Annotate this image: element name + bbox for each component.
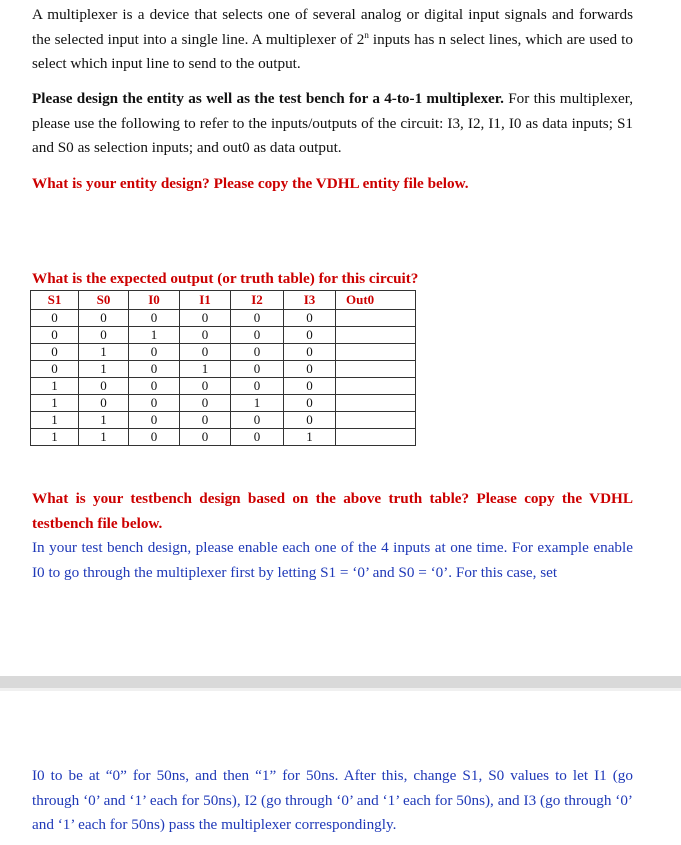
table-cell: 0: [79, 395, 129, 412]
table-cell: 1: [284, 429, 336, 446]
truth-table: [30, 290, 416, 446]
table-cell: 0: [231, 361, 284, 378]
intro-superscript: n: [364, 29, 369, 40]
table-row: [31, 395, 416, 412]
page-divider: [0, 676, 681, 688]
table-row: [31, 429, 416, 446]
table-row: [31, 310, 416, 327]
table-cell: 0: [231, 429, 284, 446]
header-i3: I3: [284, 291, 336, 310]
testbench-instructions-part2: I0 to be at “0” for 50ns, and then “1” for 50ns. After this, change S1, S0 values to let I1 (go through ‘0’ and ‘1’ each for 50ns), I2 (go through ‘0’ and ‘1’ each for 50ns), and I3 (go through ‘0’ and ‘1’ each for 50ns) pass the multiplexer correspondingly.: [32, 767, 633, 833]
table-row: [31, 361, 416, 378]
header-s0: S0: [79, 291, 129, 310]
table-cell: 0: [180, 429, 231, 446]
header-i0: I0: [129, 291, 180, 310]
testbench-question: What is your testbench design based on the above truth table? Please copy the VDHL testbench file below.: [32, 490, 633, 532]
table-cell: 0: [231, 310, 284, 327]
truth-table-question: What is the expected output (or truth table) for this circuit?: [32, 270, 419, 287]
table-cell: 0: [180, 412, 231, 429]
intro-paragraph: [32, 3, 633, 77]
table-cell: 0: [231, 378, 284, 395]
output-cell[interactable]: [336, 361, 416, 378]
table-cell: 0: [129, 361, 180, 378]
table-cell: 0: [31, 361, 79, 378]
output-cell[interactable]: [336, 327, 416, 344]
table-cell: 0: [31, 310, 79, 327]
table-cell: 0: [284, 361, 336, 378]
table-cell: 1: [31, 378, 79, 395]
table-cell: 0: [129, 344, 180, 361]
table-cell: 1: [79, 412, 129, 429]
task-rest-text: For this multiplexer, please use the following to refer to the inputs/outputs of the circuit: I3, I2, I1, I0 as data inputs; S1 and S0 as selection inputs; and out0 as data output.: [32, 90, 633, 156]
table-cell: 0: [180, 378, 231, 395]
table-cell: 0: [231, 327, 284, 344]
entity-question: What is your entity design? Please copy the VDHL entity file below.: [32, 175, 469, 192]
table-cell: 0: [31, 327, 79, 344]
table-cell: 0: [129, 378, 180, 395]
header-i2: I2: [231, 291, 284, 310]
table-row: [31, 327, 416, 344]
table-cell: 0: [79, 310, 129, 327]
table-cell: 0: [31, 344, 79, 361]
table-cell: 0: [284, 378, 336, 395]
output-cell[interactable]: [336, 412, 416, 429]
table-row: [31, 378, 416, 395]
output-cell[interactable]: [336, 378, 416, 395]
testbench-instructions-part1: In your test bench design, please enable each one of the 4 inputs at one time. For example enable I0 to go through the multiplexer first by letting S1 = ‘0’ and S0 = ‘0’. For this case, set: [32, 539, 633, 581]
table-cell: 0: [129, 429, 180, 446]
table-cell: 1: [31, 412, 79, 429]
header-out0: Out0: [336, 291, 416, 310]
table-cell: 0: [129, 395, 180, 412]
header-i1: I1: [180, 291, 231, 310]
intro-text-b: inputs has n select lines, which are used to select which input line to send to the output.: [32, 30, 633, 72]
table-cell: 0: [284, 327, 336, 344]
table-cell: 0: [129, 412, 180, 429]
table-cell: 0: [180, 344, 231, 361]
table-cell: 0: [284, 395, 336, 412]
table-cell: 1: [31, 395, 79, 412]
table-cell: 1: [79, 361, 129, 378]
table-row: [31, 344, 416, 361]
task-paragraph: [32, 87, 633, 161]
table-cell: 0: [79, 378, 129, 395]
output-cell[interactable]: [336, 344, 416, 361]
output-cell[interactable]: [336, 429, 416, 446]
table-cell: 0: [180, 395, 231, 412]
page-divider-shadow: [0, 688, 681, 691]
table-cell: 1: [231, 395, 284, 412]
table-cell: 0: [180, 310, 231, 327]
output-cell[interactable]: [336, 395, 416, 412]
table-cell: 0: [79, 327, 129, 344]
table-cell: 0: [129, 310, 180, 327]
table-cell: 1: [79, 344, 129, 361]
header-s1: S1: [31, 291, 79, 310]
table-cell: 0: [284, 344, 336, 361]
output-cell[interactable]: [336, 310, 416, 327]
table-cell: 1: [31, 429, 79, 446]
task-bold-text: Please design the entity as well as the test bench for a 4-to-1 multiplexer.: [32, 90, 504, 107]
table-cell: 0: [180, 327, 231, 344]
intro-text-a: A multiplexer is a device that selects one of several analog or digital input signals and forwards the selected input into a single line. A multiplexer of 2: [32, 6, 633, 48]
truth-table-header-row: [31, 291, 416, 310]
table-cell: 1: [79, 429, 129, 446]
table-cell: 1: [180, 361, 231, 378]
table-cell: 0: [231, 412, 284, 429]
table-cell: 1: [129, 327, 180, 344]
table-cell: 0: [231, 344, 284, 361]
table-row: [31, 412, 416, 429]
table-cell: 0: [284, 412, 336, 429]
table-cell: 0: [284, 310, 336, 327]
